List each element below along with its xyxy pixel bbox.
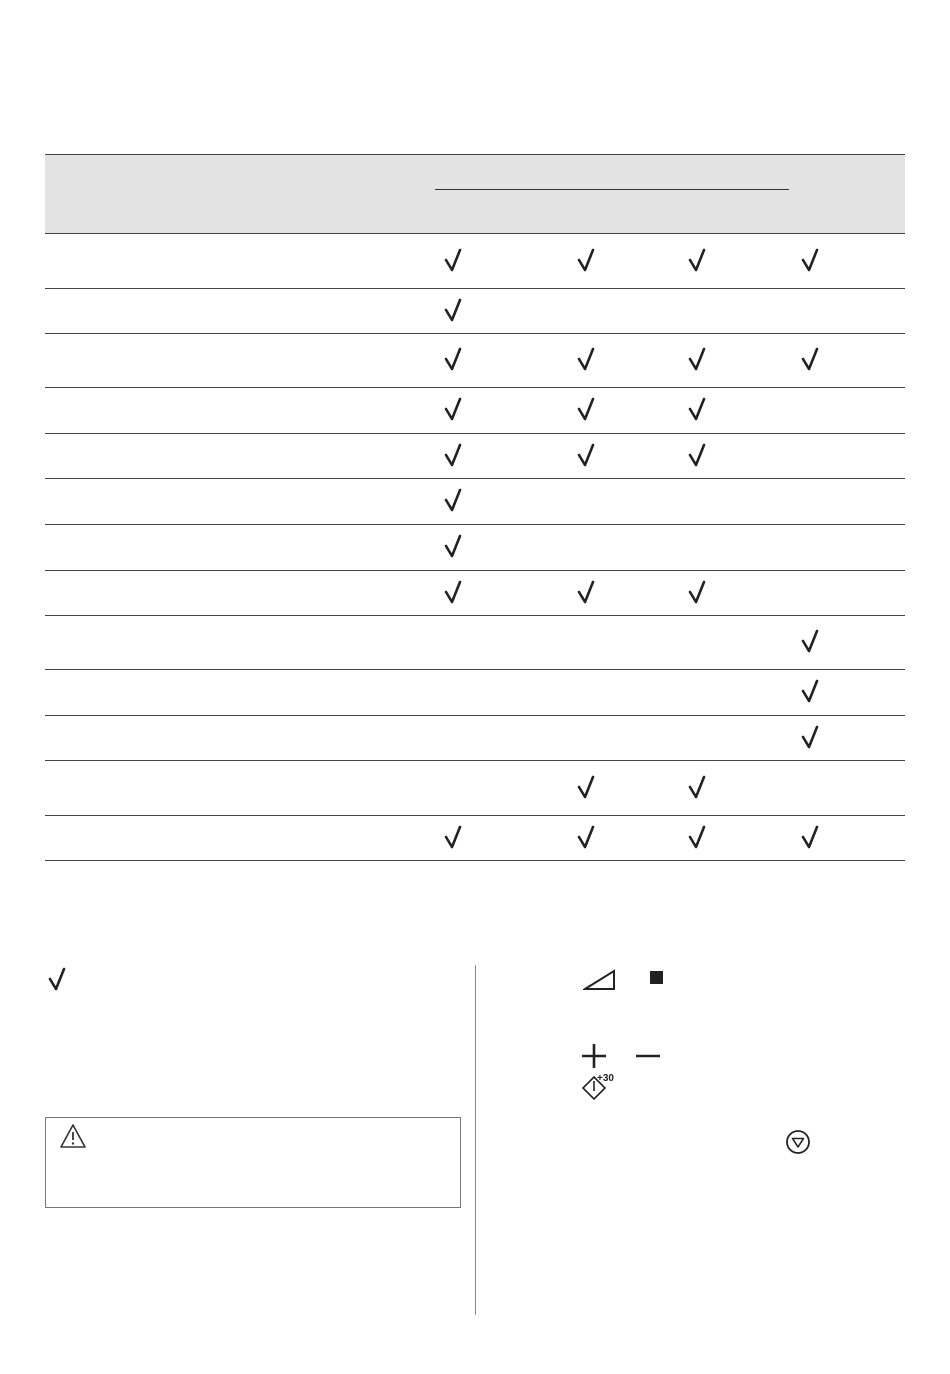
table-row [45,234,905,289]
table-row [45,434,905,479]
check-icon [800,247,820,273]
check-icon [443,579,463,605]
minus-icon [635,1052,661,1060]
check-icon [443,442,463,468]
check-icon [443,487,463,513]
check-icon [443,396,463,422]
check-icon [576,824,596,850]
table-row [45,670,905,716]
check-icon [576,346,596,372]
check-icon [687,774,707,800]
ramp-triangle-icon [583,968,617,992]
check-icon [443,346,463,372]
check-icon [576,579,596,605]
check-icon [800,724,820,750]
check-icon [443,247,463,273]
table-row [45,479,905,525]
warning-triangle-icon [59,1123,87,1149]
check-icon [576,774,596,800]
check-icon [687,346,707,372]
extra-time-30-icon [580,1073,620,1103]
down-triangle-circle-icon [785,1129,811,1155]
check-icon [800,824,820,850]
check-icon [800,678,820,704]
check-icon [576,247,596,273]
table-row [45,761,905,816]
check-icon [687,396,707,422]
table-row [45,716,905,761]
table-row [45,616,905,670]
table-row [45,816,905,861]
check-icon [576,442,596,468]
check-icon [47,966,67,992]
warning-box [45,1117,461,1208]
check-icon [443,297,463,323]
check-icon [443,533,463,559]
check-icon [576,396,596,422]
check-icon [687,824,707,850]
table-row [45,289,905,334]
check-icon [443,824,463,850]
check-icon [687,579,707,605]
table-header [45,154,905,234]
table-row [45,388,905,434]
check-icon [800,628,820,654]
check-icon [800,346,820,372]
compatibility-table [45,234,905,861]
header-group-underline [435,189,789,190]
table-row [45,334,905,388]
check-icon [687,442,707,468]
column-divider [475,965,476,1315]
table-row [45,525,905,571]
stop-square-icon [649,970,665,986]
check-icon [687,247,707,273]
extra-time-label: +30 [597,1073,614,1084]
plus-icon [581,1043,607,1069]
table-row [45,571,905,616]
